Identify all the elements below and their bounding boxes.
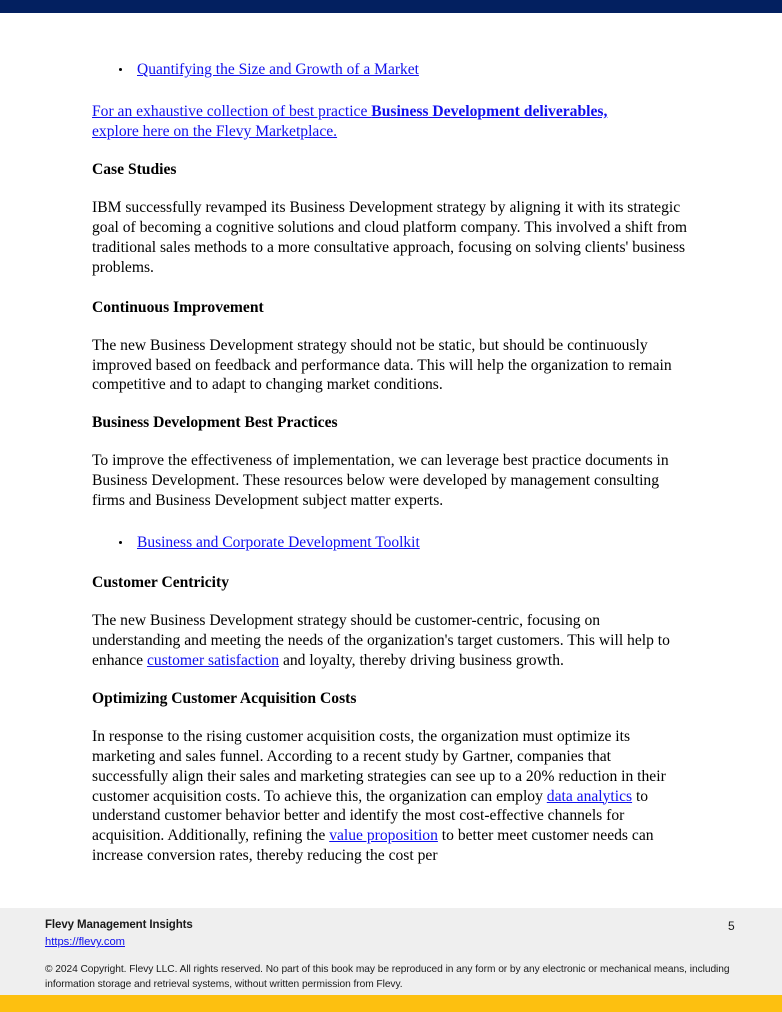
paragraph-optimizing-cac — [92, 727, 690, 866]
list-item — [92, 533, 690, 553]
cta-bold-text: Business Development deliverables, — [371, 103, 608, 120]
document-page — [0, 13, 782, 907]
bullet-dot-icon — [119, 541, 122, 544]
cac-text-part2: to understand customer behavior better and identify the most cost-effective channels for acquisition. Additionally, refining the — [92, 787, 649, 845]
link-data-analytics[interactable]: data analytics — [546, 787, 633, 805]
link-business-corporate-development-toolkit[interactable]: Business and Corporate Development Toolkit — [137, 534, 420, 552]
page-footer — [0, 908, 782, 995]
link-customer-satisfaction[interactable]: customer satisfaction — [146, 651, 280, 669]
document-content — [92, 60, 690, 866]
bullet-dot-icon — [119, 68, 122, 71]
link-flevy-marketplace[interactable] — [92, 102, 690, 122]
link-flevy-marketplace-line2[interactable]: explore here on the Flevy Marketplace. — [92, 123, 338, 140]
cac-text-part1: In response to the rising customer acquisition costs, the organization must optimize its marketing and sales funnel. According to a recent study by Gartner, companies that successfully align their sales and marketing strategies can see up to a 20% reduction in their customer acquisition costs. To achieve this, the organization can employ — [92, 727, 666, 805]
paragraph-continuous-improvement: The new Business Development strategy should not be static, but should be continuously improved based on feedback and performance data. This will help the organization to remain competitive and to adapt to changing market conditions. — [92, 336, 672, 394]
footer-brand-title: Flevy Management Insights — [45, 919, 193, 931]
footer-website-link[interactable]: https://flevy.com — [45, 936, 125, 948]
heading-continuous-improvement: Continuous Improvement — [92, 298, 264, 316]
bullet-list-top — [92, 60, 690, 80]
cac-text-part3: to better meet customer needs can increase conversion rates, thereby reducing the cost per — [92, 827, 654, 865]
paragraph-case-studies: IBM successfully revamped its Business Development strategy by aligning it with its strategic goal of becoming a cognitive solutions and cloud platform company. This involved a shift from traditional sales methods to a more consultative approach, focusing on solving clients' business problems. — [92, 199, 688, 276]
marketplace-cta — [92, 102, 690, 142]
heading-customer-centricity: Customer Centricity — [92, 574, 229, 592]
heading-optimizing-cac: Optimizing Customer Acquisition Costs — [92, 689, 357, 707]
link-quantifying-market[interactable]: Quantifying the Size and Growth of a Market — [137, 61, 419, 78]
list-item — [92, 60, 690, 80]
cc-text-part1: The new Business Development strategy should be customer-centric, focusing on understanding and meeting the needs of the organization's target customers. This will help to enhance — [92, 612, 670, 669]
paragraph-best-practices: To improve the effectiveness of implementation, we can leverage best practice documents in Business Development. These resources below were developed by management consulting firms and Business Development subject matter experts. — [92, 452, 669, 510]
bullet-list-resources — [92, 533, 690, 553]
paragraph-customer-centricity — [92, 611, 690, 671]
cc-text-part2: and loyalty, thereby driving business growth. — [279, 651, 564, 669]
page-number: 5 — [728, 919, 735, 933]
link-value-proposition[interactable]: value proposition — [329, 827, 438, 845]
heading-case-studies: Case Studies — [92, 161, 177, 178]
bottom-accent-band — [0, 995, 782, 1012]
footer-copyright-text: © 2024 Copyright. Flevy LLC. All rights reserved. No part of this book may be reproduced in any form or by any electronic or mechanical means, including information storage and retrieval systems, without written permission from Flevy. — [45, 964, 730, 990]
heading-best-practices: Business Development Best Practices — [92, 414, 338, 432]
top-accent-band — [0, 0, 782, 13]
cta-plain-text: For an exhaustive collection of best practice — [92, 103, 372, 120]
